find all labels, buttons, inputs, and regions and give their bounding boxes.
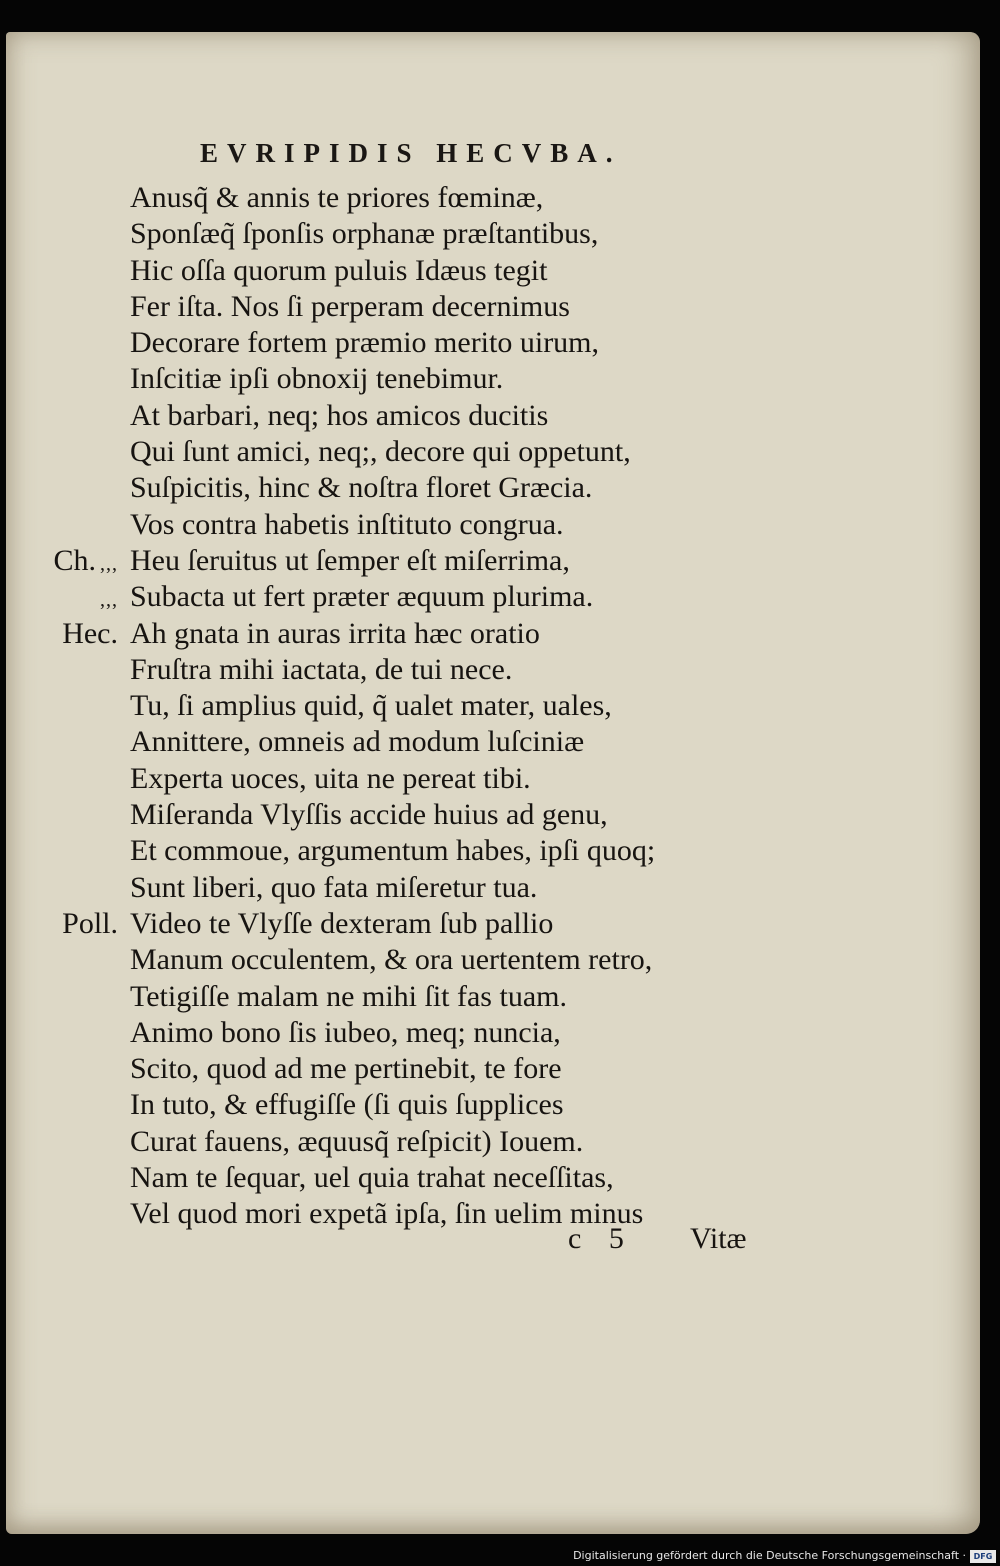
verse-text: Hic oſſa quorum puluis Idæus tegit <box>130 253 548 287</box>
verse-line <box>130 398 830 434</box>
verse-text: Vel quod mori expetã ipſa, ſin uelim minus <box>130 1197 644 1231</box>
verse-line <box>130 688 830 724</box>
running-head: EVRIPIDIS HECVBA. <box>200 138 622 168</box>
verse-line <box>130 253 830 289</box>
speaker-name: Hec. <box>62 616 118 650</box>
dfg-logo: DFG <box>970 1550 996 1563</box>
verse-line <box>62 616 830 652</box>
verse-line <box>130 724 830 760</box>
verse-text: At barbari, neq; hos amicos ducitis <box>130 398 549 432</box>
verse-line <box>130 507 830 543</box>
verse-line <box>130 1015 830 1051</box>
verse-block <box>53 180 830 1233</box>
verse-text: Video te Vlyſſe dexteram ſub pallio <box>130 906 554 940</box>
verse-line <box>130 325 830 361</box>
verse-line <box>130 1124 830 1160</box>
verse-line <box>130 1051 830 1087</box>
verse-text: Decorare fortem præmio merito uirum, <box>130 326 600 360</box>
verse-line <box>130 1087 830 1123</box>
speaker-label <box>96 579 118 618</box>
verse-text: Nam te ſequar, uel quia trahat neceſſitas, <box>130 1161 614 1195</box>
verse-line <box>130 1160 830 1196</box>
verse-text: Annittere, omneis ad modum luſciniæ <box>130 725 585 759</box>
gnomic-quote-mark: ,,, <box>100 552 118 575</box>
verse-line <box>130 216 830 252</box>
verse-text: Sponſæq̃ ſponſis orphanæ præſtantibus, <box>130 217 599 251</box>
verse-line <box>130 797 830 833</box>
verse-line <box>130 833 830 869</box>
catchword: Vitæ <box>690 1222 747 1255</box>
verse-line <box>62 906 830 942</box>
verse-text: Tu, ſi amplius quid, q̃ ualet mater, uales, <box>130 689 612 723</box>
verse-text: Heu ſeruitus ut ſemper eſt miſerrima, <box>130 543 570 577</box>
speaker-label <box>53 543 118 582</box>
verse-text: Vos contra habetis inſtituto congrua. <box>130 507 564 541</box>
verse-line <box>130 470 830 506</box>
speaker-label <box>62 906 118 942</box>
verse-text: Miſeranda Vlyſſis accide huius ad genu, <box>130 798 608 832</box>
verse-text: Inſcitiæ ipſi obnoxij tenebimur. <box>130 362 504 396</box>
verse-text: Et commoue, argumentum habes, ipſi quoq; <box>130 834 656 868</box>
verse-text: Anusq̃ & annis te priores fœminæ, <box>130 181 544 214</box>
verse-text: Tetigiſſe malam ne mihi ſit fas tuam. <box>130 979 567 1013</box>
verse-text: Fer iſta. Nos ſi perperam decernimus <box>130 289 570 323</box>
verse-text: Animo bono ſis iubeo, meq; nuncia, <box>130 1015 561 1049</box>
footer-credit: Digitalisierung gefördert durch die Deutsche Forschungsgemeinschaft · <box>573 1549 966 1562</box>
verse-text: Curat fauens, æquusq̃ reſpicit) Iouem. <box>130 1124 584 1158</box>
verse-line <box>130 979 830 1015</box>
verse-text: Sunt liberi, quo fata miſeretur tua. <box>130 870 538 904</box>
speaker-name: Ch. <box>53 543 96 577</box>
verse-text: In tuto, & effugiſſe (ſi quis ſupplices <box>130 1088 564 1122</box>
verse-line <box>130 289 830 325</box>
verse-line <box>53 543 830 579</box>
verse-line <box>130 652 830 688</box>
verse-text: Experta uoces, uita ne pereat tibi. <box>130 761 531 795</box>
signature-mark: c 5 <box>568 1222 634 1255</box>
speaker-label <box>62 616 118 652</box>
verse-text: Manum occulentem, & ora uertentem retro, <box>130 943 653 977</box>
speaker-name: Poll. <box>62 906 118 940</box>
verse-line <box>130 434 830 470</box>
verse-text: Suſpicitis, hinc & noſtra floret Græcia. <box>130 471 593 505</box>
verse-text: Scito, quod ad me pertinebit, te fore <box>130 1052 562 1086</box>
verse-line <box>130 361 830 397</box>
verse-text: Fruſtra mihi iactata, de tui nece. <box>130 652 513 686</box>
verse-text: Subacta ut fert præter æquum plurima. <box>130 580 594 614</box>
verse-text: Qui ſunt amici, neq;, decore qui oppetunt, <box>130 435 631 469</box>
verse-line <box>130 180 830 216</box>
gnomic-quote-mark: ,,, <box>100 589 118 612</box>
verse-line <box>130 761 830 797</box>
verse-line <box>130 870 830 906</box>
verse-text: Ah gnata in auras irrita hæc oratio <box>130 616 540 650</box>
verse-line <box>100 579 830 615</box>
verse-line <box>130 942 830 978</box>
